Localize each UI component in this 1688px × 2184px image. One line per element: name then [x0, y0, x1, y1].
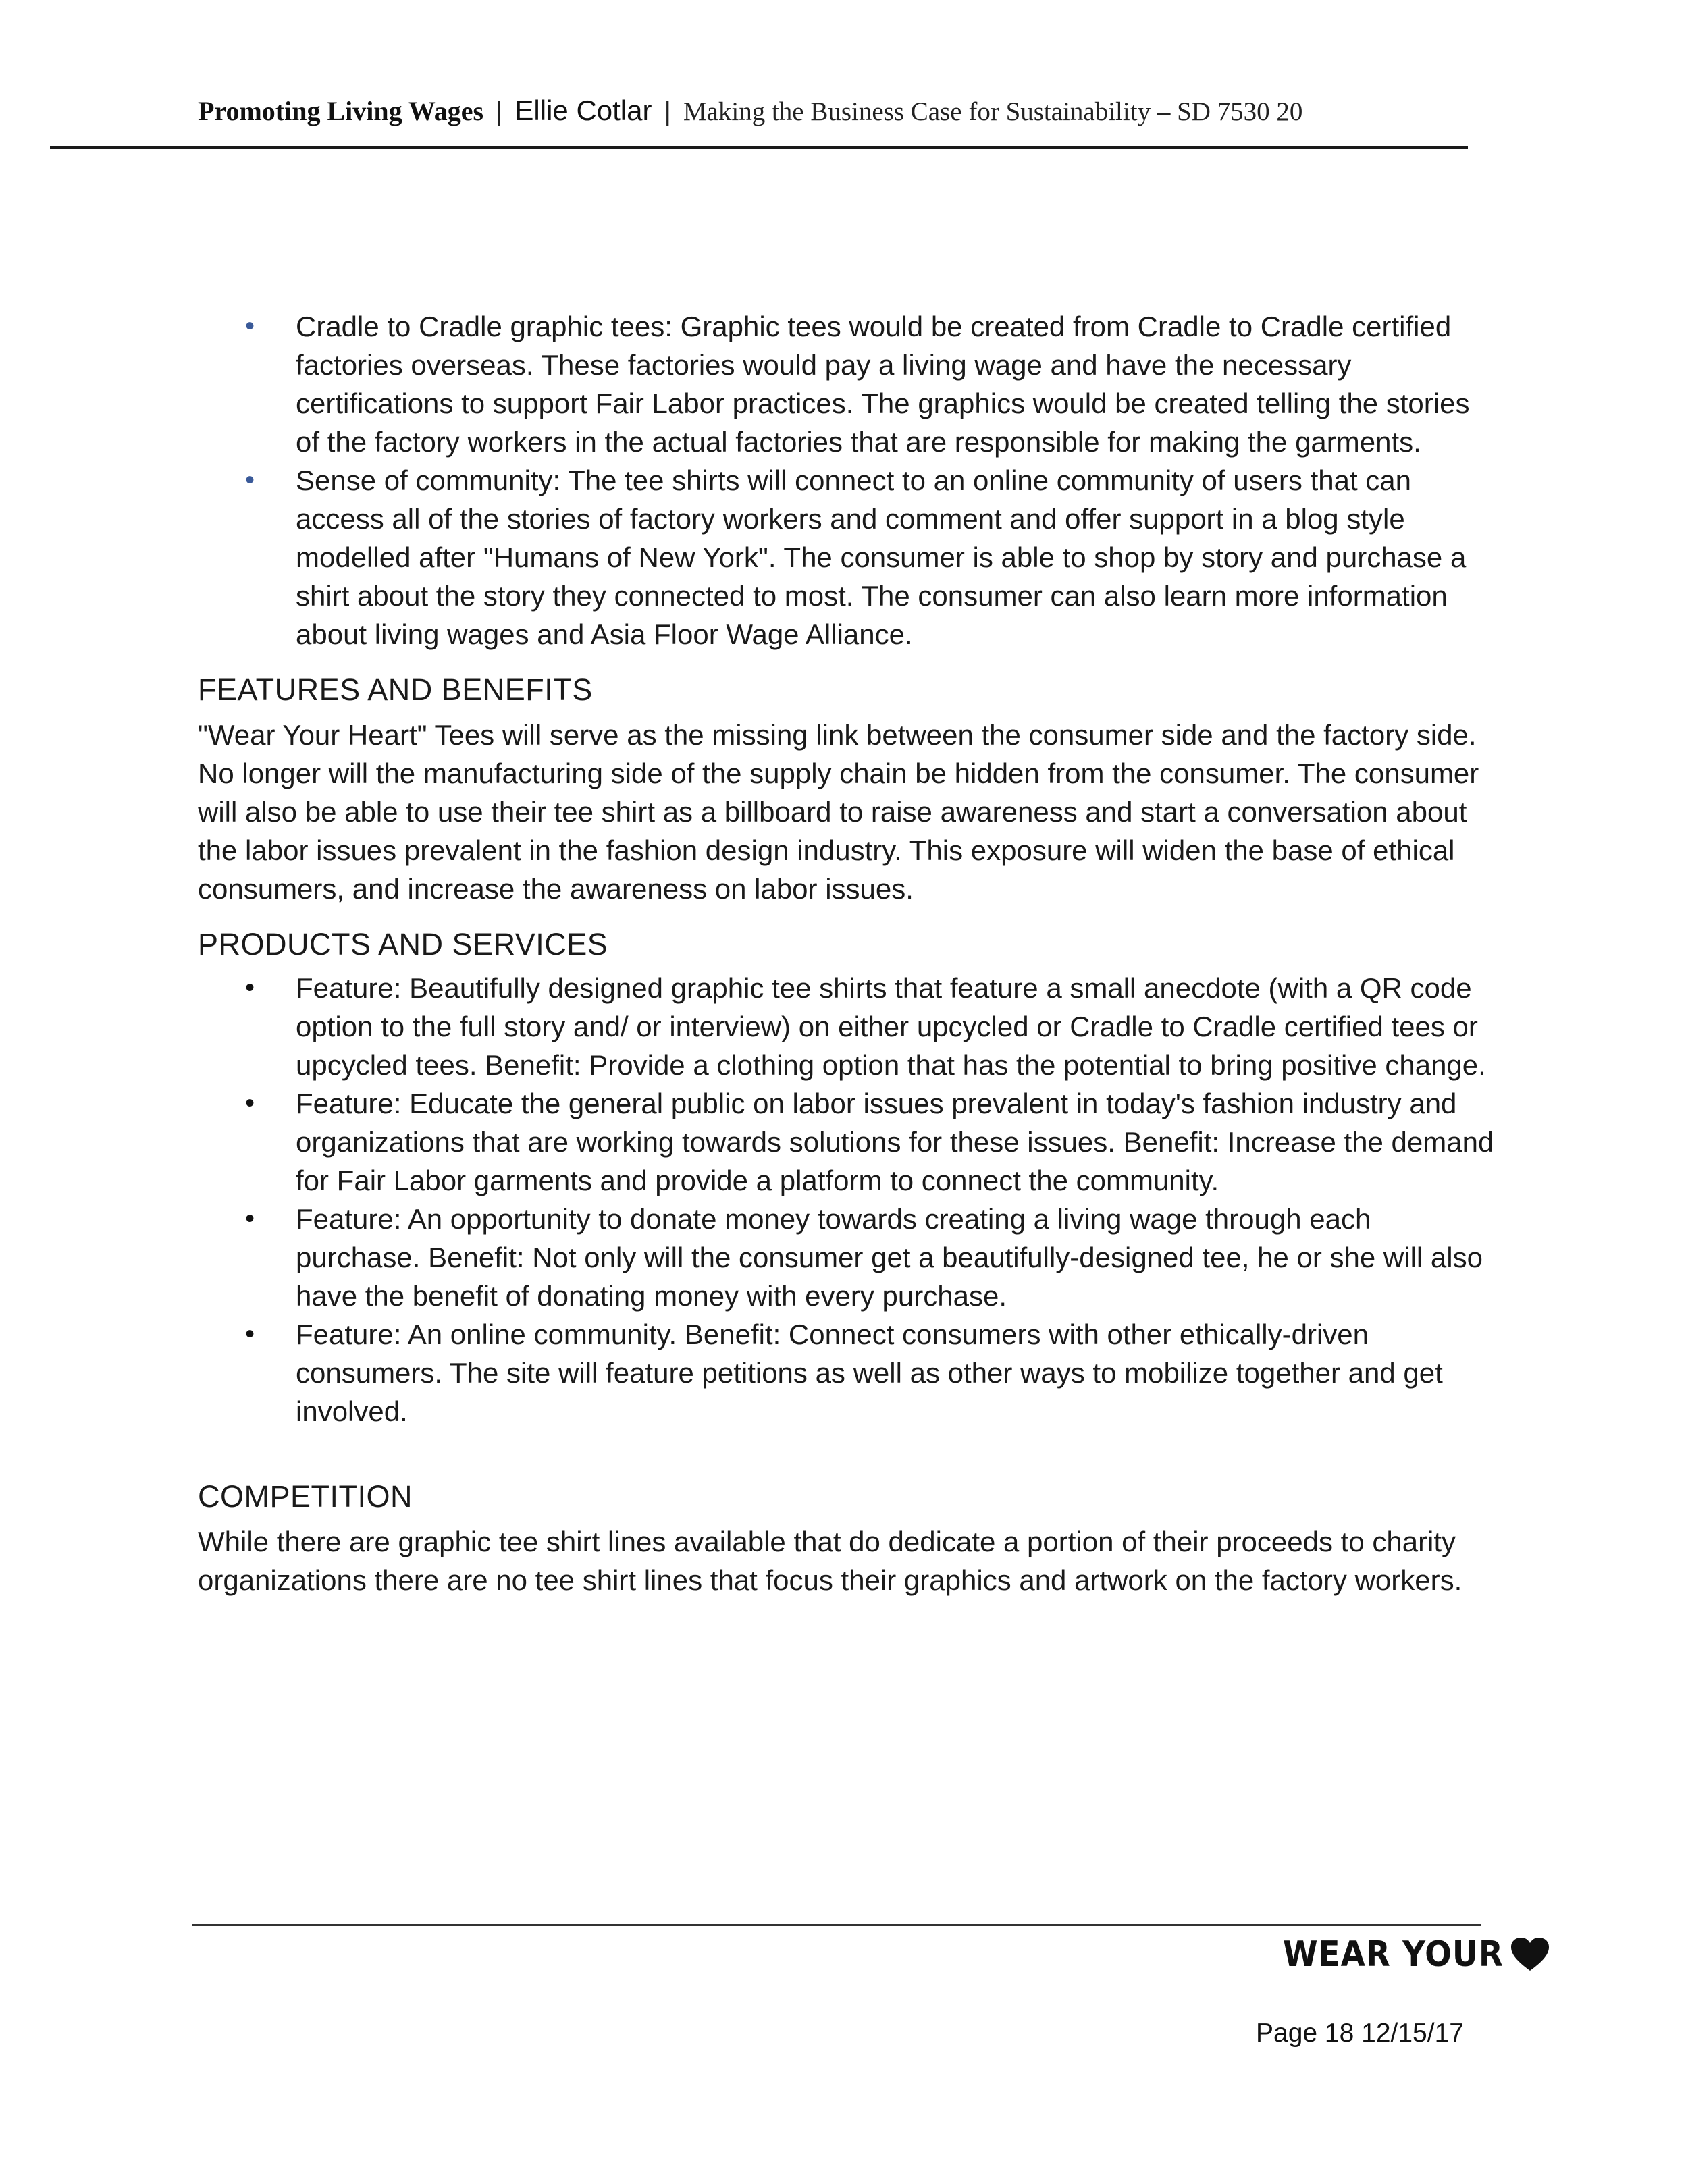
- list-item: [198, 1315, 1501, 1431]
- competition-heading: COMPETITION: [198, 1479, 413, 1514]
- heart-icon: [1510, 1937, 1550, 1972]
- logo-text: WEAR YOUR: [1283, 1934, 1504, 1975]
- list-item: [198, 1084, 1501, 1200]
- products-bullet-list: [198, 969, 1501, 1431]
- list-item: [198, 1200, 1501, 1315]
- bullet-icon: •: [245, 1088, 255, 1118]
- features-heading: FEATURES AND BENEFITS: [198, 672, 593, 707]
- features-body: "Wear Your Heart" Tees will serve as the missing link between the consumer side and the factory side. No longer will the manufacturing side of the supply chain be hidden from the consumer. The consumer will also be able to use their tee shirt as a billboard to raise awareness and start a conversation about the labor issues prevalent in the fashion design industry. This exposure will widen the base of ethical consumers, and increase the awareness on labor issues.: [198, 719, 1479, 905]
- header-separator: |: [664, 97, 671, 126]
- bullet-icon: •: [245, 311, 255, 341]
- list-item: [198, 307, 1501, 461]
- bullet-icon: •: [245, 465, 255, 495]
- intro-bullet-list: [198, 307, 1501, 654]
- footer-divider: [192, 1924, 1481, 1926]
- header-title: Promoting Living Wages: [198, 96, 484, 126]
- competition-body: While there are graphic tee shirt lines available that do dedicate a portion of their proceeds to charity organizations there are no tee shirt lines that focus their graphics and artwork on the factory workers.: [198, 1526, 1462, 1596]
- bullet-icon: •: [245, 973, 255, 1003]
- list-item: [198, 969, 1501, 1084]
- header-separator: |: [496, 97, 503, 126]
- list-item-text: Feature: Educate the general public on labor issues prevalent in today's fashion industry and organizations that are working towards solutions for these issues. Benefit: Increase the demand for Fair Labor garments and provide a platform to connect the community.: [296, 1088, 1494, 1196]
- bullet-icon: •: [245, 1319, 255, 1349]
- list-item: [198, 461, 1501, 654]
- list-item-text: Sense of community: The tee shirts will connect to an online community of users that can access all of the stories of factory workers and comment and offer support in a blog style modelled after "Humans of New York". The consumer is able to shop by story and purchase a shirt about the story they connected to most. The consumer can also learn more information about living wages and Asia Floor Wage Alliance.: [296, 464, 1467, 650]
- list-item-text: Feature: An opportunity to donate money towards creating a living wage through each purchase. Benefit: Not only will the consumer get a beautifully-designed tee, he or she will also have the benefit of donating money with every purchase.: [296, 1203, 1483, 1312]
- page-header: [198, 95, 1481, 138]
- page-content: [198, 307, 1501, 1599]
- header-divider: [50, 146, 1468, 149]
- wear-your-heart-logo: [1283, 1927, 1550, 1981]
- list-item-text: Cradle to Cradle graphic tees: Graphic tees would be created from Cradle to Cradle certified factories overseas. These factories would pay a living wage and have the necessary certifications to support Fair Labor practices. The graphics would be created telling the stories of the factory workers in the actual factories that are responsible for making the garments.: [296, 311, 1470, 458]
- header-author: Ellie Cotlar: [515, 95, 652, 126]
- page-number: Page 18 12/15/17: [1256, 2019, 1464, 2048]
- list-item-text: Feature: Beautifully designed graphic tee shirts that feature a small anecdote (with a QR code option to the full story and/ or interview) on either upcycled or Cradle to Cradle certified tees or upcycled tees. Benefit: Provide a clothing option that has the potential to bring positive change.: [296, 972, 1486, 1081]
- bullet-icon: •: [245, 1204, 255, 1233]
- products-heading: PRODUCTS AND SERVICES: [198, 927, 608, 961]
- header-course: Making the Business Case for Sustainability – SD 7530 20: [683, 97, 1303, 126]
- list-item-text: Feature: An online community. Benefit: Connect consumers with other ethically-driven consumers. The site will feature petitions as well as other ways to mobilize together and get involved.: [296, 1319, 1443, 1427]
